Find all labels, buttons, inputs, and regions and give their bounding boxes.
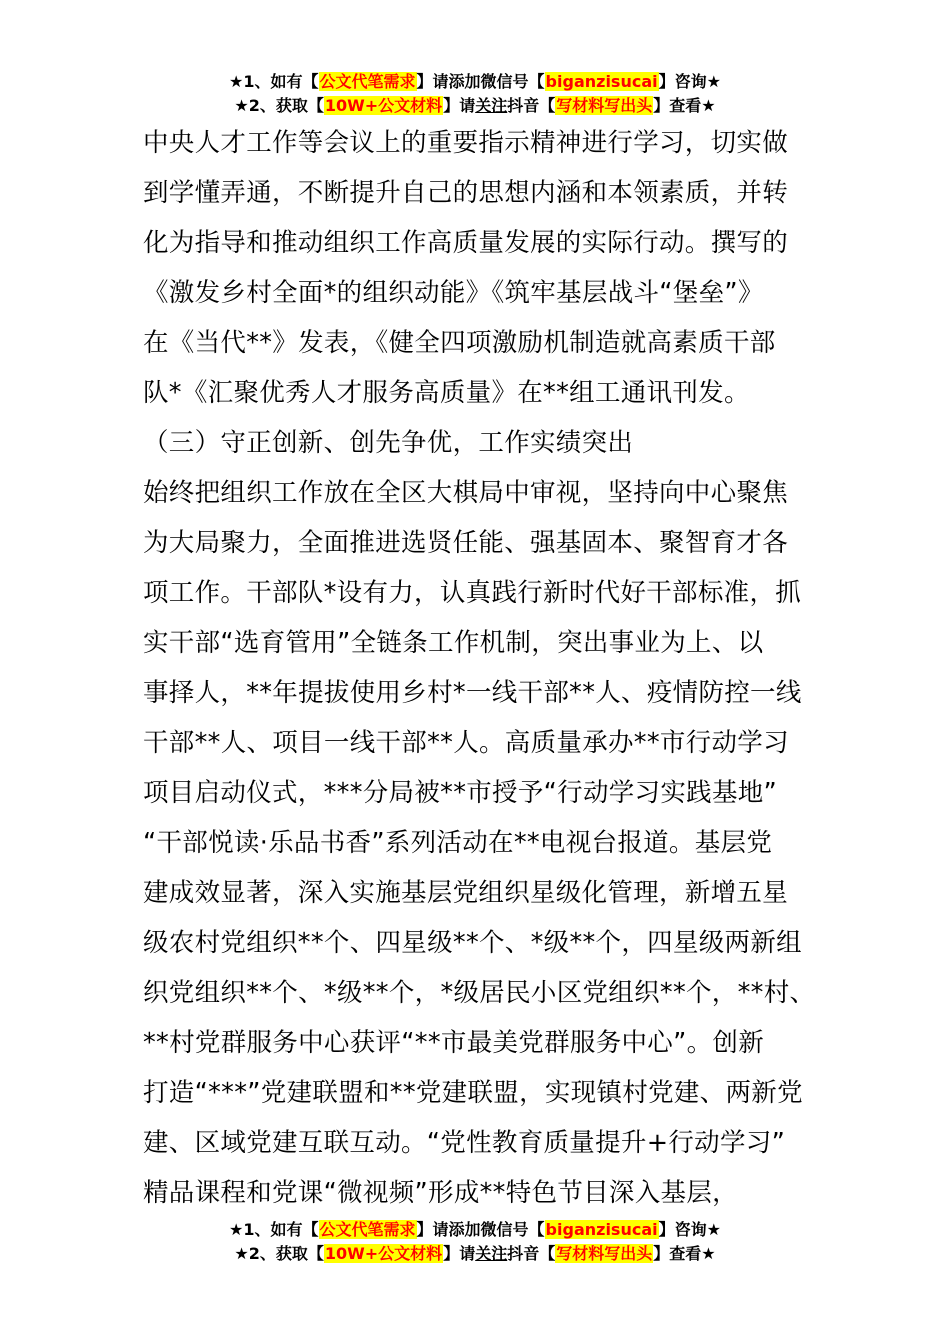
banner-underlined: 关注: [475, 96, 508, 115]
section-heading: （三）守正创新、创先争优，工作实绩突出: [143, 428, 634, 458]
body-line: 化为指导和推动组织工作高质量发展的实际行动。撰写的: [143, 228, 789, 258]
body-line: **村党群服务中心获评“**市最美党群服务中心”。创新: [143, 1028, 765, 1058]
highlight-service: 公文代笔需求: [319, 1220, 416, 1239]
banner-text: ★1、如有【: [229, 1220, 319, 1239]
body-line: “干部悦读·乐品书香”系列活动在**电视台报道。基层党: [143, 828, 773, 858]
highlight-douyin: 写材料写出头: [556, 96, 653, 115]
banner-underlined: 关注: [475, 1244, 508, 1263]
highlight-douyin: 写材料写出头: [556, 1244, 653, 1263]
body-line: 为大局聚力，全面推进选贤任能、强基固本、聚智育才各: [143, 528, 789, 558]
body-line: 始终把组织工作放在全区大棋局中审视，坚持向中心聚焦: [143, 478, 789, 508]
body-line: 实干部“选育管用”全链条工作机制，突出事业为上、以: [143, 628, 764, 658]
footer-banner: [0, 1218, 950, 1266]
body-line: 项目启动仪式，***分局被**市授予“行动学习实践基地”: [143, 778, 778, 808]
body-line: 织党组织**个、*级**个，*级居民小区党组织**个，**村、: [143, 978, 816, 1008]
banner-line-1: [0, 70, 950, 94]
banner-text: 】查看★: [653, 1244, 716, 1263]
body-line: 中央人才工作等会议上的重要指示精神进行学习，切实做: [143, 128, 789, 158]
body-line: 在《当代**》发表，《健全四项激励机制造就高素质干部: [143, 328, 776, 358]
banner-line-2: [0, 94, 950, 118]
banner-text: 】请添加微信号【: [416, 72, 545, 91]
banner-text: 】请: [443, 1244, 476, 1263]
banner-text: ★2、获取【: [234, 96, 324, 115]
body-line: 建、区域党建互联互动。“党性教育质量提升+行动学习”: [143, 1128, 786, 1158]
banner-text: ★2、获取【: [234, 1244, 324, 1263]
body-line: 队*《汇聚优秀人才服务高质量》在**组工通讯刊发。: [143, 378, 750, 408]
highlight-wechat-id: biganzisucai: [545, 72, 658, 91]
banner-line-2: [0, 1242, 950, 1266]
body-line: 精品课程和党课“微视频”形成**特色节目深入基层，: [143, 1178, 738, 1208]
document-body: [143, 118, 823, 1218]
banner-text: 】请: [443, 96, 476, 115]
highlight-wechat-id: biganzisucai: [545, 1220, 658, 1239]
banner-text: 】查看★: [653, 96, 716, 115]
body-line: 打造“***”党建联盟和**党建联盟，实现镇村党建、两新党: [143, 1078, 803, 1108]
banner-text: 抖音【: [507, 96, 556, 115]
body-line: 项工作。干部队*设有力，认真践行新时代好干部标准，抓: [143, 578, 802, 608]
banner-text: 】咨询★: [658, 72, 721, 91]
body-line: 到学懂弄通，不断提升自己的思想内涵和本领素质，并转: [143, 178, 789, 208]
highlight-materials: 10W+公文材料: [324, 96, 443, 115]
banner-text: 】咨询★: [658, 1220, 721, 1239]
header-banner: [0, 70, 950, 118]
highlight-materials: 10W+公文材料: [324, 1244, 443, 1263]
body-line: 事择人，**年提拔使用乡村*一线干部**人、疫情防控一线: [143, 678, 802, 708]
body-line: 干部**人、项目一线干部**人。高质量承办**市行动学习: [143, 728, 789, 758]
body-line: 《激发乡村全面*的组织动能》《筑牢基层战斗“堡垒”》: [143, 278, 764, 308]
banner-line-1: [0, 1218, 950, 1242]
banner-text: ★1、如有【: [229, 72, 319, 91]
body-line: 级农村党组织**个、四星级**个、*级**个，四星级两新组: [143, 928, 802, 958]
banner-text: 抖音【: [507, 1244, 556, 1263]
highlight-service: 公文代笔需求: [319, 72, 416, 91]
banner-text: 】请添加微信号【: [416, 1220, 545, 1239]
body-line: 建成效显著，深入实施基层党组织星级化管理，新增五星: [143, 878, 789, 908]
